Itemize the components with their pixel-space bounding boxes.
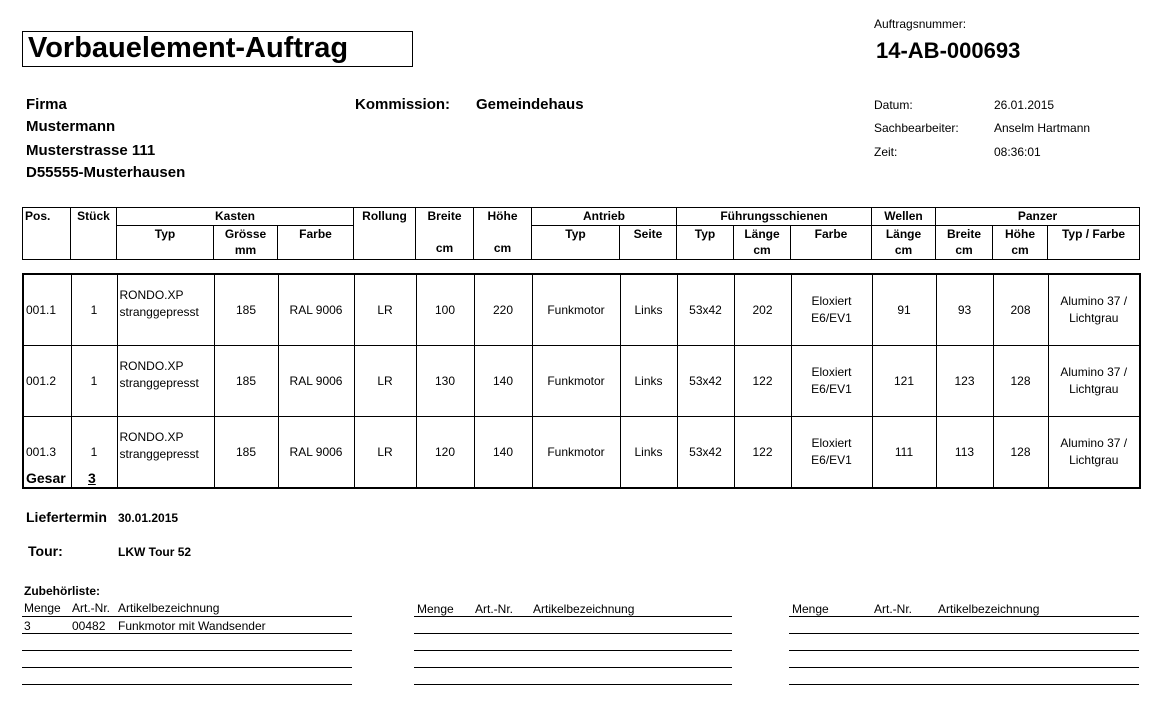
cell-wellen: 121 — [872, 346, 936, 417]
table-row — [23, 346, 1140, 417]
cell-fs-laenge: 122 — [734, 417, 791, 489]
acc3-header-bez: Artikelbezeichnung — [938, 602, 1040, 616]
cell-kasten-typ: RONDO.XP stranggepresst — [117, 274, 214, 346]
header-stueck: Stück — [71, 208, 117, 260]
sachbearbeiter-value: Anselm Hartmann — [994, 121, 1091, 135]
cell-seite: Links — [620, 274, 677, 346]
acc1-header-bez: Artikelbezeichnung — [118, 601, 220, 615]
acc1-header-artnr: Art.-Nr. — [72, 601, 110, 615]
cell-panzer-typ: Alumino 37 / Lichtgrau — [1048, 274, 1140, 346]
table-row — [23, 274, 1140, 346]
ruled-line — [789, 667, 1139, 668]
cell-rollung: LR — [354, 274, 416, 346]
cell-wellen: 111 — [872, 417, 936, 489]
cell-groesse: 185 — [214, 346, 278, 417]
ruled-line — [414, 650, 732, 651]
acc1-header-menge: Menge — [24, 601, 61, 615]
cell-antrieb: Funkmotor — [532, 417, 620, 489]
cell-fs-laenge: 122 — [734, 346, 791, 417]
header-antrieb: Antrieb — [532, 208, 677, 226]
cell-fs-farbe: Eloxiert E6/EV1 — [791, 417, 872, 489]
acc2-header-artnr: Art.-Nr. — [475, 602, 513, 616]
zeit-value: 08:36:01 — [994, 145, 1041, 159]
cell-panzer-breite: 93 — [936, 274, 993, 346]
header-pos: Pos. — [23, 208, 71, 260]
sub-fs-typ: Typ — [677, 226, 734, 260]
sub-panzer-breite: Breite cm — [936, 226, 993, 260]
document-title: Vorbauelement-Auftrag — [28, 32, 349, 64]
ruled-line — [414, 667, 732, 668]
address-line-2: Mustermann — [26, 118, 116, 135]
cell-stueck: 1 — [71, 346, 117, 417]
kommission-label: Kommission: — [355, 96, 451, 113]
header-rollung: Rollung — [354, 208, 416, 260]
cell-panzer-breite: 123 — [936, 346, 993, 417]
ruled-line — [414, 633, 732, 634]
cell-wellen: 91 — [872, 274, 936, 346]
ruled-line — [789, 684, 1139, 685]
cell-panzer-typ: Alumino 37 / Lichtgrau — [1048, 417, 1140, 489]
cell-fs-typ: 53x42 — [677, 346, 734, 417]
header-breite-unit: cm — [435, 241, 454, 255]
cell-breite: 120 — [416, 417, 474, 489]
ruled-line — [22, 650, 352, 651]
address-line-4: D55555-Musterhausen — [26, 164, 186, 181]
header-fuehrungsschienen: Führungsschienen — [677, 208, 872, 226]
header-kasten: Kasten — [117, 208, 354, 226]
gesamt-value: 3 — [88, 470, 96, 486]
cell-seite: Links — [620, 417, 677, 489]
datum-value: 26.01.2015 — [994, 98, 1055, 112]
cell-fs-farbe: Eloxiert E6/EV1 — [791, 346, 872, 417]
ruled-line — [414, 684, 732, 685]
tour-label: Tour: — [28, 543, 63, 559]
order-number: 14-AB-000693 — [876, 38, 1021, 63]
acc1-item-artnr: 00482 — [72, 619, 106, 633]
datum-label: Datum: — [874, 98, 913, 112]
cell-panzer-hoehe: 128 — [993, 346, 1048, 417]
order-table-body — [22, 273, 1141, 489]
sachbearbeiter-label: Sachbearbeiter: — [874, 121, 959, 135]
cell-fs-typ: 53x42 — [677, 417, 734, 489]
address-line-3: Musterstrasse 111 — [26, 142, 156, 159]
sub-fs-laenge: Länge cm — [734, 226, 791, 260]
order-table-header — [22, 207, 1140, 260]
address-line-1: Firma — [26, 96, 67, 113]
header-hoehe-unit: cm — [493, 241, 512, 255]
cell-stueck: 1 — [71, 417, 117, 489]
header-breite: Breite cm — [416, 208, 474, 260]
cell-pos: 001.1 — [23, 274, 71, 346]
cell-farbe: RAL 9006 — [278, 417, 354, 489]
acc3-header-artnr: Art.-Nr. — [874, 602, 912, 616]
cell-farbe: RAL 9006 — [278, 346, 354, 417]
cell-kasten-typ: RONDO.XP stranggepresst — [117, 346, 214, 417]
cell-hoehe: 220 — [474, 274, 532, 346]
table-row — [23, 417, 1140, 489]
cell-panzer-hoehe: 128 — [993, 417, 1048, 489]
cell-antrieb: Funkmotor — [532, 274, 620, 346]
cell-kasten-typ: RONDO.XP stranggepresst — [117, 417, 214, 489]
ruled-line — [22, 667, 352, 668]
ruled-line — [22, 684, 352, 685]
sub-antrieb-seite: Seite — [620, 226, 677, 260]
cell-rollung: LR — [354, 346, 416, 417]
zeit-label: Zeit: — [874, 145, 898, 159]
sub-fs-farbe: Farbe — [791, 226, 872, 260]
header-hoehe: Höhe cm — [474, 208, 532, 260]
sub-panzer-hoehe: Höhe cm — [993, 226, 1048, 260]
ruled-line — [789, 650, 1139, 651]
acc1-item-bez: Funkmotor mit Wandsender — [118, 619, 266, 633]
sub-kasten-farbe: Farbe — [278, 226, 354, 260]
cell-seite: Links — [620, 346, 677, 417]
cell-panzer-breite: 113 — [936, 417, 993, 489]
header-panzer: Panzer — [936, 208, 1140, 226]
liefertermin-label: Liefertermin — [26, 509, 107, 525]
sub-panzer-typ: Typ / Farbe — [1048, 226, 1140, 260]
acc3-header-menge: Menge — [792, 602, 829, 616]
sub-kasten-groesse: Grösse mm — [214, 226, 278, 260]
cell-panzer-typ: Alumino 37 / Lichtgrau — [1048, 346, 1140, 417]
zubehoer-title: Zubehörliste: — [24, 584, 101, 598]
cell-panzer-hoehe: 208 — [993, 274, 1048, 346]
cell-fs-typ: 53x42 — [677, 274, 734, 346]
tour-value: LKW Tour 52 — [118, 545, 192, 559]
cell-pos: 001.2 — [23, 346, 71, 417]
acc2-header-bez: Artikelbezeichnung — [533, 602, 635, 616]
liefertermin-value: 30.01.2015 — [118, 511, 179, 525]
cell-hoehe: 140 — [474, 417, 532, 489]
ruled-line — [22, 616, 352, 617]
sub-wellen-laenge: Länge cm — [872, 226, 936, 260]
acc2-header-menge: Menge — [417, 602, 454, 616]
kommission-value: Gemeindehaus — [476, 96, 584, 113]
ruled-line — [414, 616, 732, 617]
cell-stueck: 1 — [71, 274, 117, 346]
gesamt-label: Gesar — [26, 470, 66, 486]
cell-breite: 130 — [416, 346, 474, 417]
cell-fs-farbe: Eloxiert E6/EV1 — [791, 274, 872, 346]
ruled-line — [789, 633, 1139, 634]
cell-antrieb: Funkmotor — [532, 346, 620, 417]
cell-rollung: LR — [354, 417, 416, 489]
cell-fs-laenge: 202 — [734, 274, 791, 346]
cell-farbe: RAL 9006 — [278, 274, 354, 346]
sub-antrieb-typ: Typ — [532, 226, 620, 260]
ruled-line — [22, 633, 352, 634]
sub-kasten-typ: Typ — [117, 226, 214, 260]
order-number-label: Auftragsnummer: — [874, 17, 967, 31]
cell-breite: 100 — [416, 274, 474, 346]
cell-pos: 001.3 — [23, 417, 71, 489]
header-wellen: Wellen — [872, 208, 936, 226]
cell-groesse: 185 — [214, 417, 278, 489]
cell-hoehe: 140 — [474, 346, 532, 417]
acc1-item-menge: 3 — [24, 619, 31, 633]
cell-groesse: 185 — [214, 274, 278, 346]
ruled-line — [789, 616, 1139, 617]
